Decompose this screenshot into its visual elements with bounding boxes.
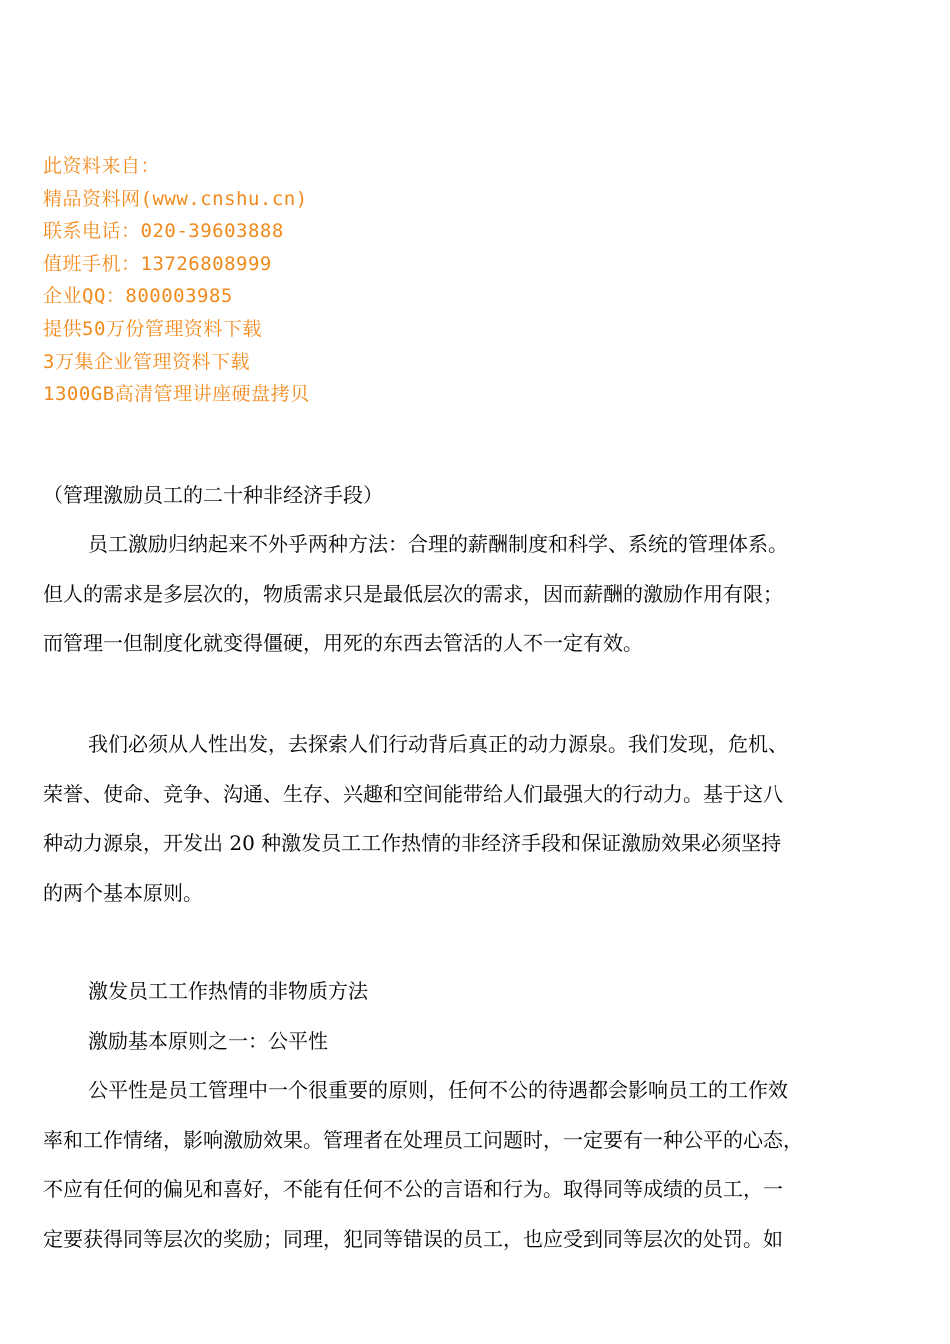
section-heading: 激励基本原则之一：公平性 — [88, 1029, 328, 1053]
paragraph-3 — [43, 1066, 878, 1264]
source-notice-line: 提供50万份管理资料下载 — [43, 317, 262, 340]
paragraph-1 — [43, 520, 878, 669]
paragraph-line: 不应有任何的偏见和喜好，不能有任何不公的言语和行为。取得同等成绩的员工，一 — [43, 1177, 783, 1201]
paragraph-line: 荣誉、使命、竞争、沟通、生存、兴趣和空间能带给人们最强大的行动力。基于这八 — [43, 781, 783, 806]
paragraph-line: 而管理一但制度化就变得僵硬，用死的东西去管活的人不一定有效。 — [43, 631, 643, 655]
paragraph-line: 的两个基本原则。 — [43, 880, 203, 905]
source-notice-line: 3万集企业管理资料下载 — [43, 350, 250, 373]
source-notice-line: 1300GB高清管理讲座硬盘拷贝 — [43, 383, 310, 406]
paragraph-line: 我们必须从人性出发，去探索人们行动背后真正的动力源泉。我们发现，危机、 — [88, 732, 788, 756]
source-notice-line: 联系电话：020-39603888 — [43, 220, 284, 243]
source-notice-line: 此资料来自： — [43, 155, 161, 177]
document-subtitle: （管理激励员工的二十种非经济手段） — [43, 483, 383, 507]
paragraph-line: 但人的需求是多层次的，物质需求只是最低层次的需求，因而薪酬的激励作用有限； — [43, 581, 783, 606]
paragraph-line: 率和工作情绪，影响激励效果。管理者在处理员工问题时，一定要有一种公平的心态， — [43, 1127, 803, 1152]
paragraph-2 — [43, 720, 878, 918]
source-notice-line: 值班手机：13726808999 — [43, 252, 272, 275]
paragraph-line: 公平性是员工管理中一个很重要的原则，任何不公的待遇都会影响员工的工作效 — [88, 1078, 788, 1102]
paragraph-line: 员工激励归纳起来不外乎两种方法：合理的薪酬制度和科学、系统的管理体系。 — [88, 532, 788, 556]
section-heading: 激发员工工作热情的非物质方法 — [88, 979, 368, 1003]
source-notice — [43, 150, 310, 411]
source-notice-line: 企业QQ：800003985 — [43, 285, 233, 308]
paragraph-line: 定要获得同等层次的奖励；同理，犯同等错误的员工，也应受到同等层次的处罚。如 — [43, 1226, 783, 1251]
paragraph-line: 种动力源泉，开发出 20 种激发员工工作热情的非经济手段和保证激励效果必须坚持 — [43, 831, 782, 855]
source-notice-line: 精品资料网(www.cnshu.cn) — [43, 187, 308, 210]
